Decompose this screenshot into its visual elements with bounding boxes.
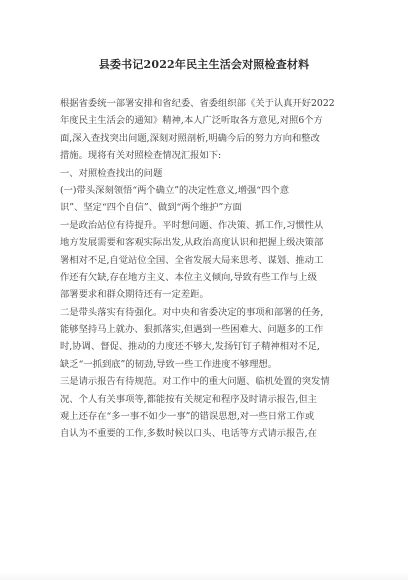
paragraph-line: 况、个人有关事项等,都能按有关规定和程序及时请示报告,但主 (60, 393, 317, 405)
paragraph-line: 缺乏“一抓到底”的韧劲,导致一些工作进度不够理想。 (60, 358, 277, 370)
paragraph-line: 能够坚持马上就办、狠抓落实,但遇到一些困难大、问题多的工作 (60, 324, 324, 336)
paragraph-line: 观上还存在“多一事不如少一事”的错误思想,对一些日常工作或 (60, 411, 315, 423)
paragraph-line: 根据省委统一部署安排和省纪委、省委组织部《关于认真开好2022 (60, 98, 335, 109)
subsection-heading: (一)带头深刻领悟“两个确立”的决定性意义,增强“四个意 (60, 184, 289, 196)
paragraph-line: 三是请示报告有待规范。对工作中的重大问题、临机处置的突发情 (60, 376, 330, 388)
paragraph-line: 年度民主生活会的通知》精神,本人广泛听取各方意见,对照6个方 (60, 115, 323, 127)
paragraph-line: 一是政治站位有待提升。平时想问题、作决策、抓工作,习惯性从 (60, 219, 324, 231)
paragraph-line: 自认为不重要的工作,多数时候以口头、电话等方式请示报告,在 (60, 428, 317, 440)
paragraph-line: 署相对不足,自觉站位全国、全省发展大局来思考、谋划、推动工 (60, 254, 324, 266)
paragraph-line: 措施。现将有关对照检查情况汇报如下: (60, 150, 222, 162)
section-heading: 一、对照检查找出的问题 (60, 167, 163, 179)
subsection-heading: 识”、坚定“四个自信”、做到“两个维护”方面 (60, 202, 242, 214)
paragraph-line: 地方发展需要和客观实际出发,从政治高度认识和把握上级决策部 (60, 237, 324, 249)
paragraph-line: 面,深入查找突出问题,深刻对照剖析,明确今后的努力方向和整改 (60, 132, 320, 144)
paragraph-line: 时,协调、督促、推动的力度还不够大,发扬钉钉子精神相对不足, (60, 341, 320, 353)
paragraph-line: 作还有欠缺,存在地方主义、本位主义倾向,导致有些工作与上级 (60, 271, 317, 283)
paragraph-line: 二是带头落实有待强化。对中央和省委决定的事项和部署的任务, (60, 306, 324, 318)
document-title: 县委书记2022年民主生活会对照检查材料 (98, 58, 310, 71)
page-bottom-shadow (0, 572, 408, 580)
document-body (60, 95, 352, 443)
paragraph-line: 部署要求和群众期待还有一定差距。 (60, 289, 209, 301)
